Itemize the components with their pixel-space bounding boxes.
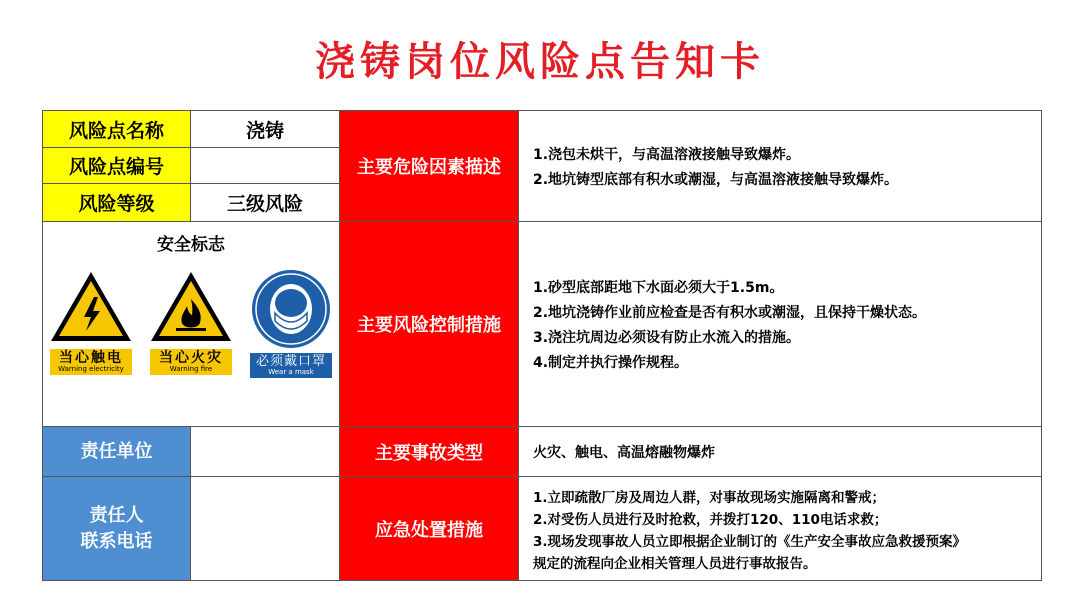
- controls-description: [519, 222, 1042, 427]
- control-item: 3.浇注坑周边必须设有防止水流入的措施。: [533, 329, 801, 346]
- safety-signs-title: 安全标志: [157, 235, 225, 255]
- fire-warning-icon: [148, 269, 234, 345]
- contact-label-line2: 联系电话: [80, 530, 153, 552]
- hazard-item: 2.地坑铸型底部有积水或潮湿，与高温溶液接触导致爆炸。: [533, 171, 899, 188]
- sign-fire: [148, 269, 234, 378]
- emergency-description: [519, 477, 1042, 581]
- risk-name-value: 浇铸: [191, 111, 340, 148]
- risk-level-value: 三级风险: [191, 184, 340, 222]
- sign-mask-label: 必须戴口罩: [255, 354, 326, 369]
- safety-signs-panel: [43, 222, 340, 427]
- contact-label-line1: 责任人: [89, 504, 144, 526]
- emergency-label: 应急处置措施: [340, 477, 519, 581]
- contact-label: [43, 477, 191, 581]
- responsible-unit-label: 责任单位: [43, 427, 191, 477]
- contact-value: [191, 477, 340, 581]
- risk-code-value: [191, 148, 340, 184]
- page-title: 浇铸岗位风险点告知卡: [315, 39, 765, 85]
- sign-mask-label-en: Wear a mask: [268, 368, 314, 376]
- accident-types-label: 主要事故类型: [340, 427, 519, 477]
- electric-shock-warning-icon: [48, 269, 134, 345]
- risk-code-label: 风险点编号: [43, 148, 191, 184]
- sign-mask: [248, 269, 334, 378]
- sign-electric-label-en: Warning electricity: [58, 365, 124, 373]
- control-item: 4.制定并执行操作规程。: [533, 354, 689, 371]
- sign-electric-label: 当心触电: [59, 350, 123, 366]
- risk-notice-card: [42, 110, 1042, 581]
- sign-fire-label: 当心火灾: [159, 350, 223, 366]
- hazards-description: [519, 111, 1042, 222]
- wear-mask-icon: [248, 269, 334, 349]
- risk-name-label: 风险点名称: [43, 111, 191, 148]
- hazards-label: 主要危险因素描述: [340, 111, 519, 222]
- controls-label: 主要风险控制措施: [340, 222, 519, 427]
- emergency-item: 3.现场发现事故人员立即根据企业制订的《生产安全事故应急救援预案》: [533, 533, 967, 550]
- sign-fire-label-en: Warning fire: [169, 365, 213, 373]
- emergency-item: 1.立即疏散厂房及周边人群，对事故现场实施隔离和警戒；: [533, 489, 886, 506]
- responsible-unit-value: [191, 427, 340, 477]
- hazard-item: 1.浇包未烘干，与高温溶液接触导致爆炸。: [533, 146, 801, 163]
- emergency-item: 规定的流程向企业相关管理人员进行事故报告。: [533, 555, 817, 572]
- control-item: 1.砂型底部距地下水面必须大于1.5m。: [533, 279, 784, 296]
- emergency-item: 2.对受伤人员进行及时抢救，并拨打120、110电话求救；: [533, 511, 888, 528]
- sign-electric: [48, 269, 134, 378]
- risk-level-label: 风险等级: [43, 184, 191, 222]
- control-item: 2.地坑浇铸作业前应检查是否有积水或潮湿，且保持干燥状态。: [533, 304, 927, 321]
- accident-types-value: 火灾、触电、高温熔融物爆炸: [519, 427, 1042, 477]
